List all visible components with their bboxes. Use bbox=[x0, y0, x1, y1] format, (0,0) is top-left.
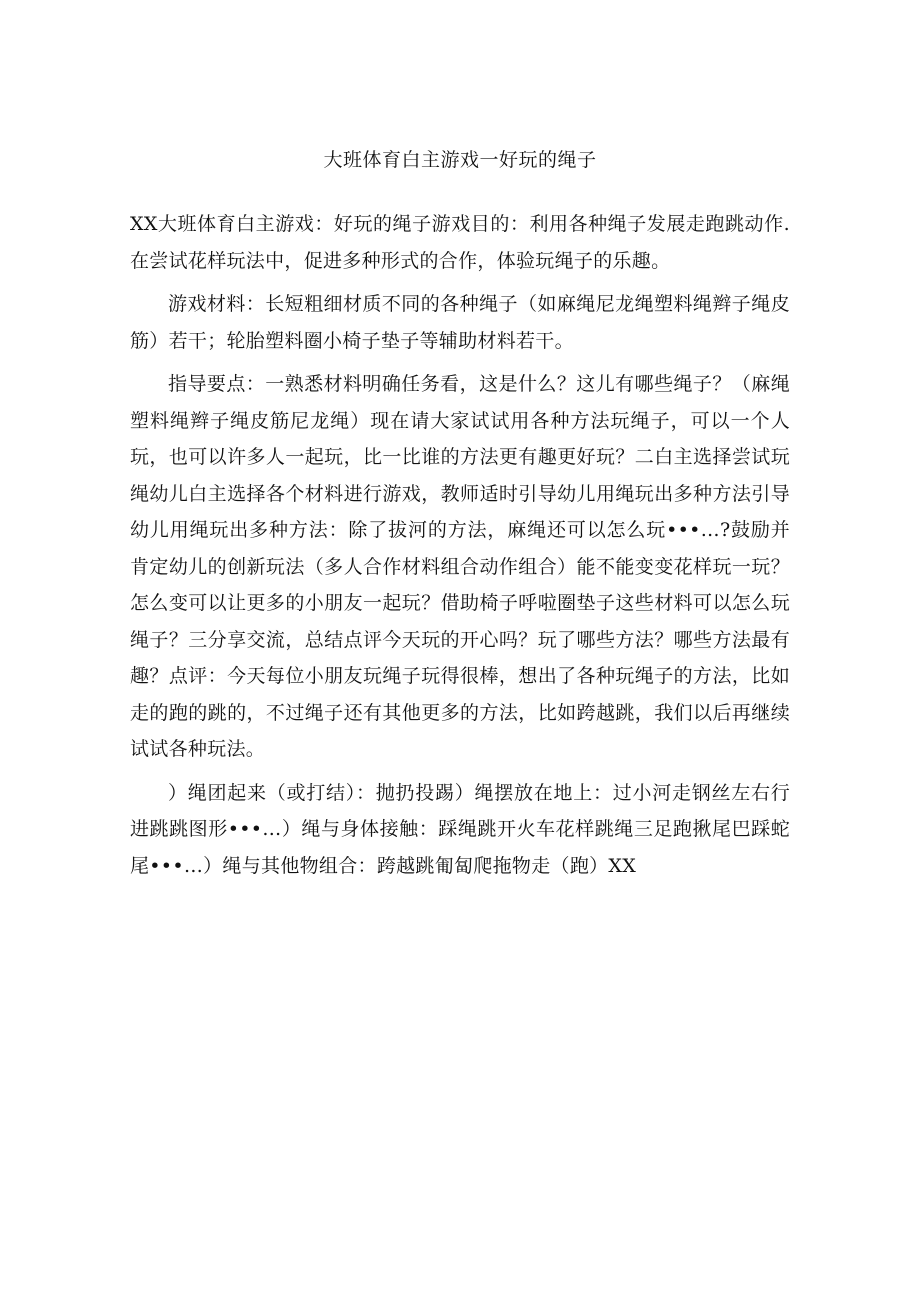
paragraph-materials: 游戏材料：长短粗细材质不同的各种绳子（如麻绳尼龙绳塑料绳辫子绳皮筋）若干；轮胎塑料圈小椅子垫子等辅助材料若干。 bbox=[130, 293, 790, 352]
document-title: 大班体育白主游戏一好玩的绳子 bbox=[323, 149, 597, 171]
document-body bbox=[130, 206, 790, 891]
paragraph-guidance: 指导要点：一熟悉材料明确任务看，这是什么？这儿有哪些绳子？（麻绳塑料绳辫子绳皮筋尼龙绳）现在请大家试试用各种方法玩绳子，可以一个人玩，也可以许多人一起玩，比一比谁的方法更有趣更好玩？二白主选择尝试玩绳幼儿白主选择各个材料进行游戏，教师适时引导幼儿用绳玩出多种方法引导幼儿用绳玩出多种方法：除了拔河的方法，麻绳还可以怎么玩•••…?鼓励并肯定幼儿的创新玩法（多人合作材料组合动作组合）能不能变变花样玩一玩？怎么变可以让更多的小朋友一起玩？借助椅子呼啦圈垫子这些材料可以怎么玩绳子？三分享交流，总结点评今天玩的开心吗？玩了哪些方法？哪些方法最有趣？点评：今天每位小朋友玩绳子玩得很棒，想出了各种玩绳子的方法，比如走的跑的跳的，不过绳子还有其他更多的方法，比如跨越跳，我们以后再继续试试各种玩法。 bbox=[130, 373, 790, 760]
paragraph-intro: XX大班体育白主游戏：好玩的绳子游戏目的：利用各种绳子发展走跑跳动作.在尝试花样玩法中，促进多种形式的合作，体验玩绳子的乐趣。 bbox=[130, 213, 790, 272]
paragraph-play-methods: ）绳团起来（或打结）：抛扔投踢）绳摆放在地上：过小河走钢丝左右行进跳跳图形•••…）绳与身体接触：踩绳跳开火车花样跳绳三足跑揪尾巴踩蛇尾•••…）绳与其他物组合：跨越跳匍匐爬拖物走（跑）XX bbox=[130, 781, 790, 877]
